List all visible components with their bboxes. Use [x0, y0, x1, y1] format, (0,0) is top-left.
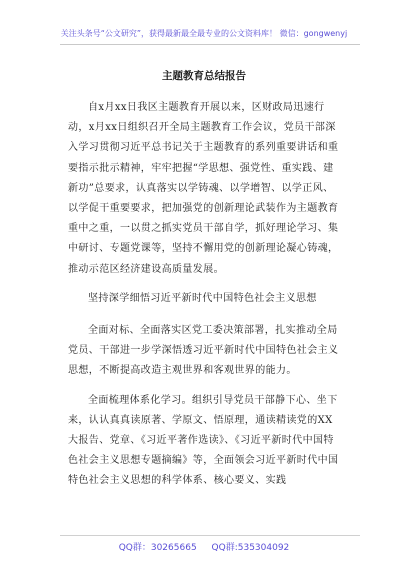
footer-divider — [60, 535, 360, 536]
header-divider — [60, 44, 360, 45]
section-heading: 坚持深学细悟习近平新时代中国特色社会主义思想 — [88, 292, 317, 304]
document-title: 主题教育总结报告 — [162, 70, 246, 82]
footer — [0, 540, 408, 553]
body-paragraph: 全面梳理体系化学习。组织引导党员干部静下心、坐下来，认认真真读原著、学原文、悟原理，通读精读党的XX大报告、党章、《习近平著作选读》、《习近平新时代中国特色社会主义思想专题摘编》等，全面领会习近平新时代中国特色社会主义思想的科学体系、核心要义、实践 — [68, 394, 339, 487]
header-promo-text: 关注头条号“公文研究”，获得最新最全最专业的公文资料库！ 微信：gongwenyj — [60, 29, 348, 38]
footer-qq-group-2: QQ群:535304092 — [211, 543, 290, 553]
body-paragraph: 全面对标、全面落实区党工委决策部署，扎实推动全局党员、干部进一步学深悟透习近平新时代中国特色社会主义思想，不断提高改造主观世界和客观世界的能力。 — [68, 325, 339, 377]
body-paragraph: 自x月xx日我区主题教育开展以来，区财政局迅速行动，x月xx日组织召开全局主题教育工作会议，党员干部深入学习贯彻习近平总书记关于主题教育的系列重要讲话和重要指示批示精神，牢牢把握“学思想、强党性、重实践、建新功”总要求，认真落实以学铸魂、以学增智、以学正风、以学促干重要要求，把加强党的创新理论武装作为主题教育重中之重，一以贯之抓实党员干部自学，抓好理论学习、集中研讨、专题党课等，坚持不懈用党的创新理论凝心铸魂，推动示范区经济建设高质量发展。 — [68, 102, 339, 275]
document-body — [68, 98, 340, 501]
footer-qq-group-1: QQ群：30265665 — [118, 543, 197, 553]
